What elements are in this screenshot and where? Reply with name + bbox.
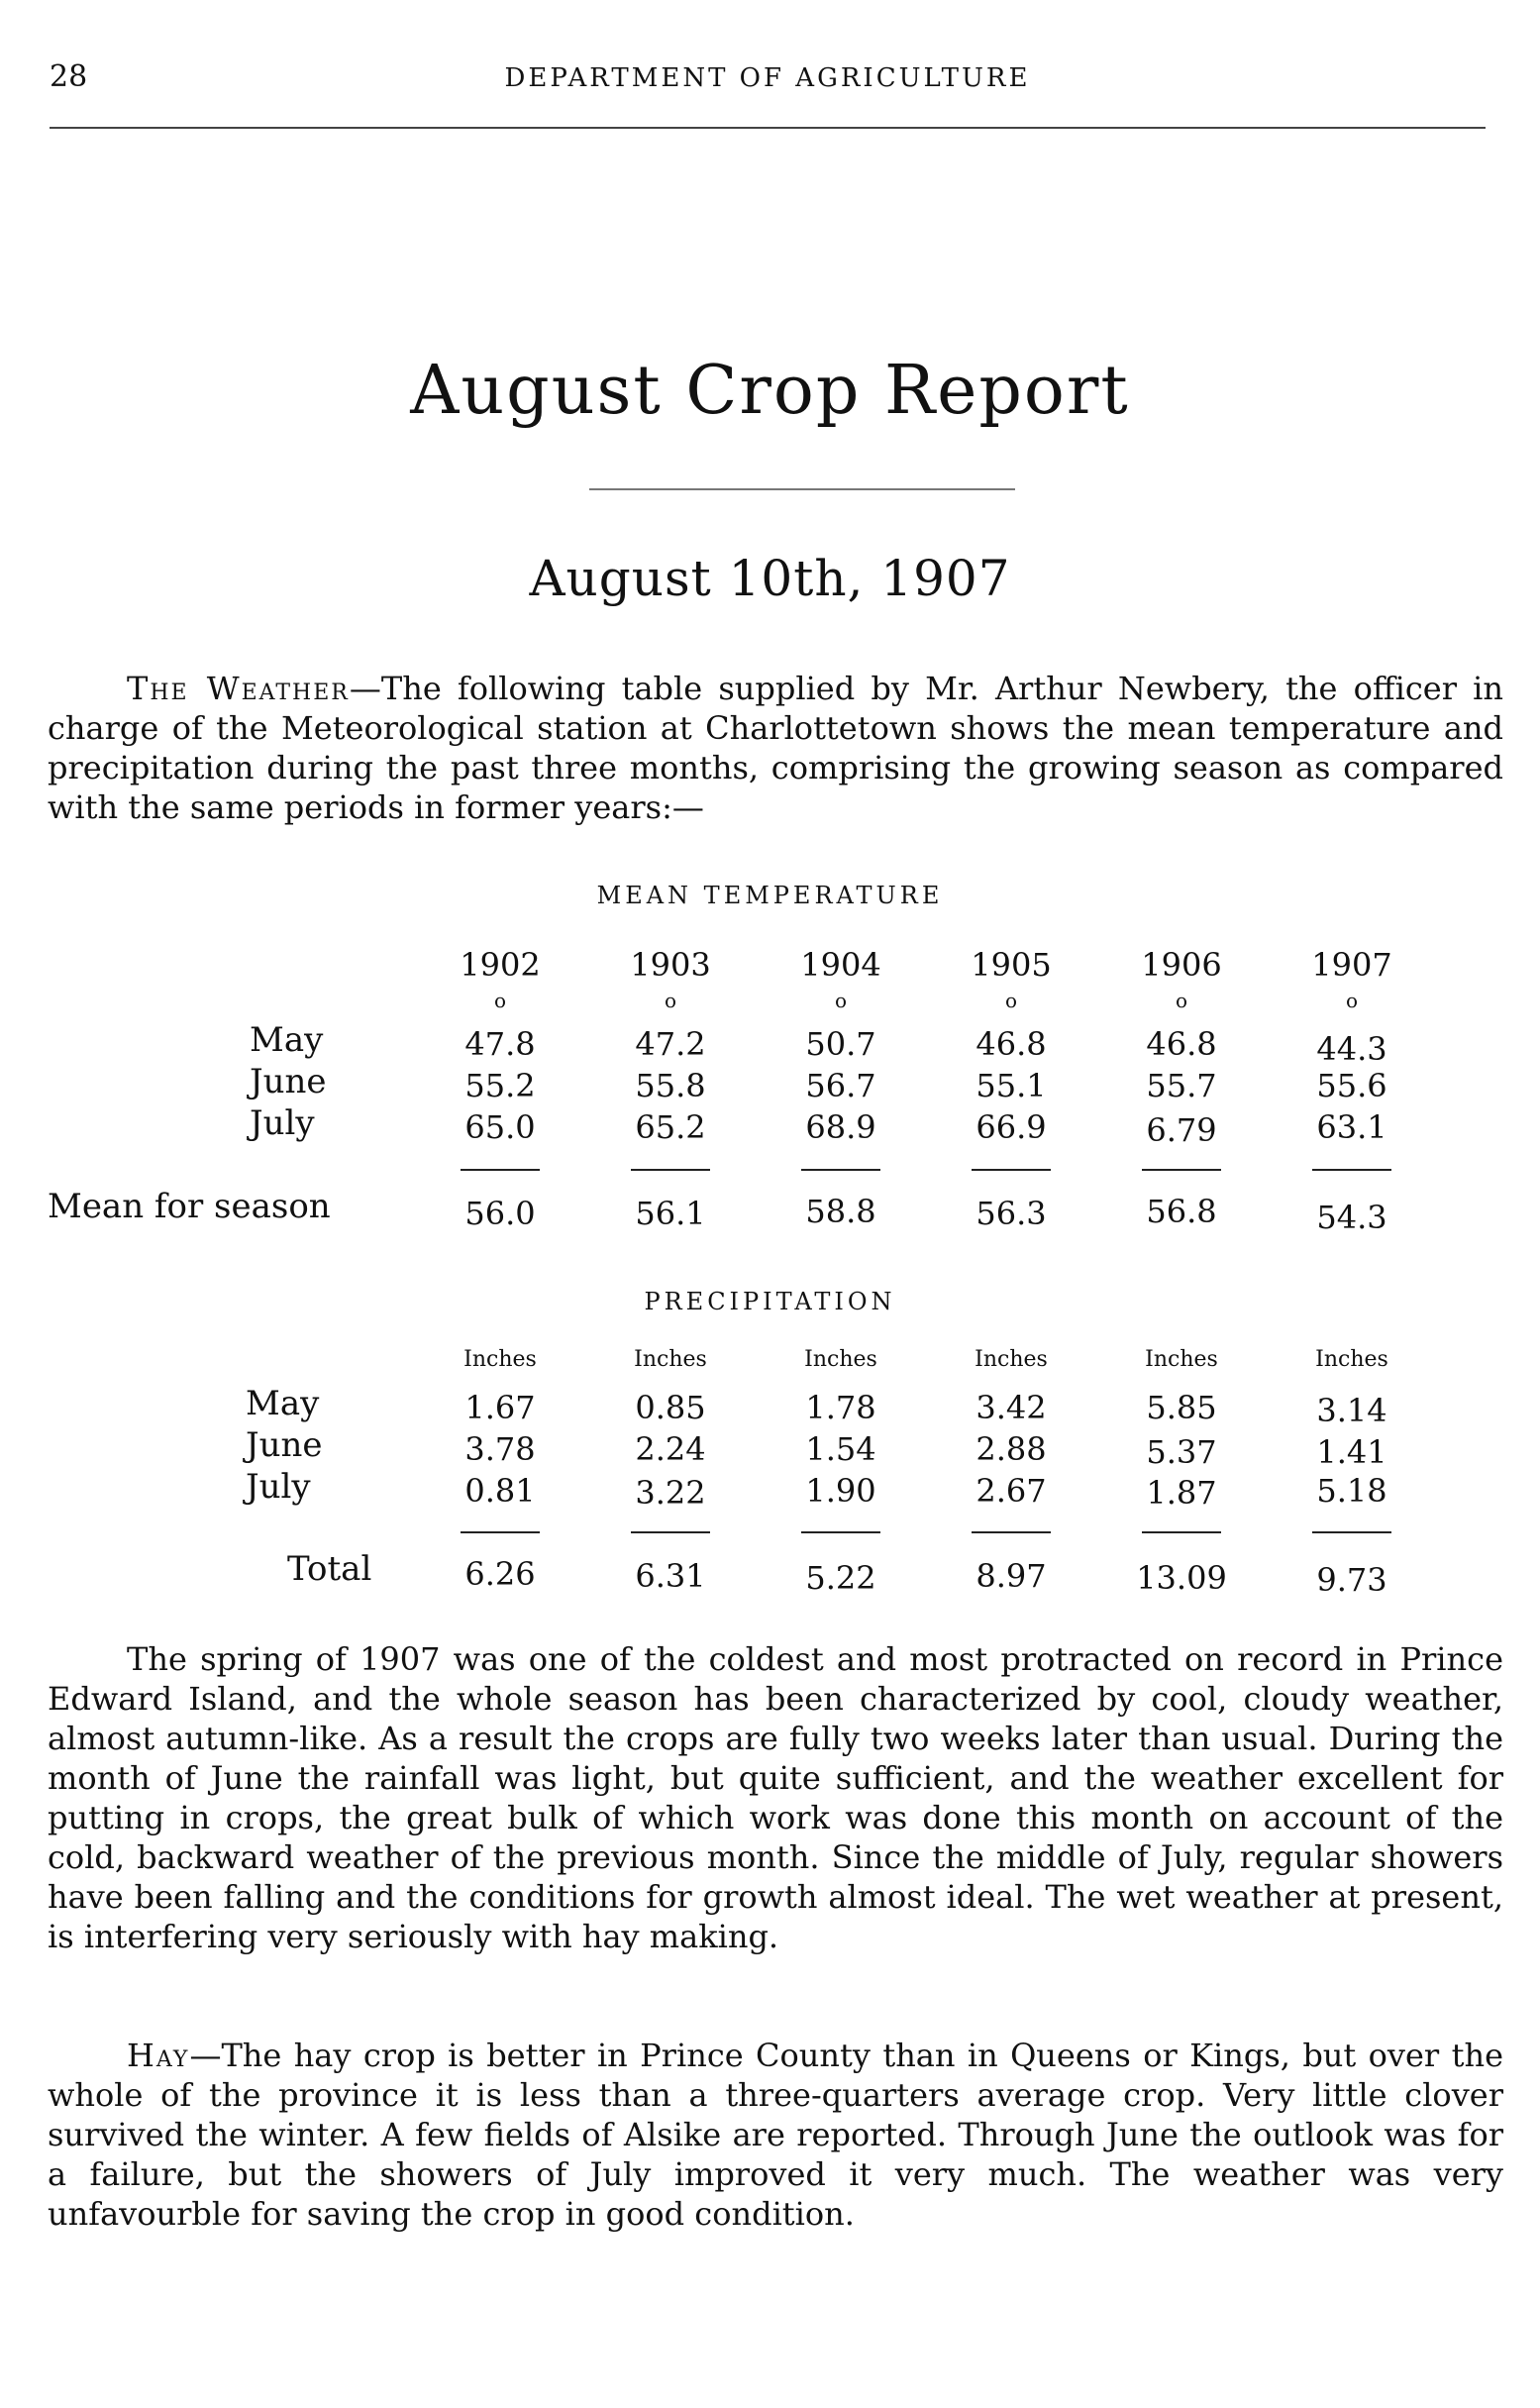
page-number: 28 bbox=[50, 59, 88, 94]
running-head: DEPARTMENT OF AGRICULTURE bbox=[504, 63, 1031, 93]
temp-total: 56.8 bbox=[1146, 1193, 1217, 1230]
temp-value: 66.9 bbox=[975, 1108, 1047, 1146]
intro-paragraph bbox=[48, 669, 1503, 827]
temp-value: 68.9 bbox=[805, 1108, 876, 1146]
precip-value: 1.87 bbox=[1146, 1474, 1217, 1512]
precip-row-label: May bbox=[246, 1384, 320, 1423]
degree-mark: o bbox=[493, 989, 507, 1012]
temp-value: 55.7 bbox=[1146, 1067, 1217, 1104]
precip-value: 1.67 bbox=[464, 1389, 536, 1426]
temp-year: 1907 bbox=[1311, 946, 1392, 984]
precip-total: 8.97 bbox=[975, 1557, 1047, 1595]
sum-rule bbox=[1142, 1169, 1221, 1171]
precip-value: 0.81 bbox=[464, 1472, 536, 1510]
temp-year: 1904 bbox=[800, 946, 881, 984]
hay-text: —The hay crop is better in Prince County than in Queens or Kings, but over the whole of the province it is less than a three-quarters average crop. Very little clover survived the winter. A few fields of Alsike are reported. Through June the outlook was for a failure, but the showers of July improved it very much. The weather was very unfavourble for saving the crop in good condition. bbox=[48, 2037, 1503, 2233]
precip-row-label: June bbox=[246, 1425, 323, 1465]
season-summary-paragraph bbox=[48, 1639, 1503, 1956]
precip-unit: Inches bbox=[463, 1347, 537, 1372]
temp-total: 56.1 bbox=[635, 1195, 706, 1232]
precip-value: 2.67 bbox=[975, 1472, 1047, 1510]
degree-mark: o bbox=[1345, 989, 1359, 1012]
temp-value: 6.79 bbox=[1146, 1111, 1217, 1149]
precip-row-label: July bbox=[246, 1467, 311, 1507]
report-date: August 10th, 1907 bbox=[529, 550, 1011, 607]
precip-value: 5.18 bbox=[1316, 1472, 1387, 1510]
precip-value: 5.85 bbox=[1146, 1389, 1217, 1426]
precip-value: 1.78 bbox=[805, 1389, 876, 1426]
temp-value: 50.7 bbox=[805, 1025, 876, 1063]
precip-total: 13.09 bbox=[1136, 1559, 1227, 1597]
header-rule bbox=[50, 127, 1486, 129]
precip-value: 3.22 bbox=[635, 1474, 706, 1512]
degree-mark: o bbox=[664, 989, 677, 1012]
temp-year: 1906 bbox=[1141, 946, 1222, 984]
temp-row-label: June bbox=[250, 1062, 327, 1101]
precip-value: 2.24 bbox=[635, 1430, 706, 1468]
precip-value: 2.88 bbox=[975, 1430, 1047, 1468]
temp-year: 1903 bbox=[630, 946, 711, 984]
precip-value: 1.41 bbox=[1316, 1433, 1387, 1471]
precip-unit: Inches bbox=[1145, 1347, 1218, 1372]
degree-mark: o bbox=[1004, 989, 1018, 1012]
temp-value: 55.1 bbox=[975, 1067, 1047, 1104]
temp-total: 56.3 bbox=[975, 1195, 1047, 1232]
precip-value: 5.37 bbox=[1146, 1433, 1217, 1471]
degree-mark: o bbox=[834, 989, 848, 1012]
precip-total: 6.26 bbox=[464, 1555, 536, 1593]
precip-total: 9.73 bbox=[1316, 1561, 1387, 1599]
temp-total: 58.8 bbox=[805, 1193, 876, 1230]
degree-mark: o bbox=[1175, 989, 1188, 1012]
temp-total: 54.3 bbox=[1316, 1199, 1387, 1236]
intro-lead: The Weather bbox=[127, 670, 350, 707]
temp-total-label: Mean for season bbox=[48, 1187, 331, 1226]
temp-value: 46.8 bbox=[975, 1025, 1047, 1063]
precip-unit: Inches bbox=[1315, 1347, 1388, 1372]
precip-value: 1.54 bbox=[805, 1430, 876, 1468]
precip-total-label: Total bbox=[287, 1549, 372, 1589]
precip-value: 3.14 bbox=[1316, 1392, 1387, 1429]
sum-rule bbox=[631, 1531, 710, 1533]
temp-value: 47.2 bbox=[635, 1025, 706, 1063]
precip-value: 1.90 bbox=[805, 1472, 876, 1510]
page-title: August Crop Report bbox=[410, 352, 1130, 430]
precip-value: 3.78 bbox=[464, 1430, 536, 1468]
temperature-table-title: MEAN TEMPERATURE bbox=[596, 882, 944, 909]
precip-unit: Inches bbox=[975, 1347, 1048, 1372]
sum-rule bbox=[1312, 1169, 1391, 1171]
hay-lead: Hay bbox=[127, 2037, 190, 2074]
sum-rule bbox=[461, 1531, 540, 1533]
sum-rule bbox=[461, 1169, 540, 1171]
temp-value: 55.2 bbox=[464, 1067, 536, 1104]
precip-total: 6.31 bbox=[635, 1557, 706, 1595]
precipitation-table-title: PRECIPITATION bbox=[644, 1288, 896, 1315]
title-divider bbox=[589, 488, 1015, 490]
temp-value: 65.0 bbox=[464, 1108, 536, 1146]
temp-value: 56.7 bbox=[805, 1067, 876, 1104]
sum-rule bbox=[801, 1531, 880, 1533]
temp-row-label: May bbox=[250, 1020, 324, 1060]
page-header bbox=[50, 59, 1486, 109]
temp-row-label: July bbox=[250, 1103, 315, 1143]
temp-year: 1902 bbox=[460, 946, 541, 984]
precip-unit: Inches bbox=[634, 1347, 707, 1372]
temp-value: 65.2 bbox=[635, 1108, 706, 1146]
temp-value: 63.1 bbox=[1316, 1108, 1387, 1146]
sum-rule bbox=[972, 1169, 1051, 1171]
precip-total: 5.22 bbox=[805, 1559, 876, 1597]
temp-value: 44.3 bbox=[1316, 1030, 1387, 1068]
sum-rule bbox=[631, 1169, 710, 1171]
precip-unit: Inches bbox=[804, 1347, 877, 1372]
temp-value: 55.8 bbox=[635, 1067, 706, 1104]
temp-value: 46.8 bbox=[1146, 1025, 1217, 1063]
intro-text: —The following table supplied by Mr. Arthur Newbery, the officer in charge of the Meteorological station at Charlottetown shows the mean temperature and precipitation during the past three months, comprising the growing season as compared with the same periods in former years:— bbox=[48, 670, 1503, 826]
temp-total: 56.0 bbox=[464, 1195, 536, 1232]
sum-rule bbox=[972, 1531, 1051, 1533]
sum-rule bbox=[1312, 1531, 1391, 1533]
season-summary-text: The spring of 1907 was one of the coldest and most protracted on record in Prince Edward Island, and the whole season has been characterized by cool, cloudy weather, almost autumn-like. As a result the crops are fully two weeks later than usual. During the month of June the rainfall was light, but quite sufficient, and the weather excellent for putting in crops, the great bulk of which work was done this month on account of the cold, backward weather of the previous month. Since the middle of July, regular showers have been falling and the conditions for growth almost ideal. The wet weather at present, is interfering very seriously with hay making. bbox=[48, 1640, 1503, 1955]
sum-rule bbox=[801, 1169, 880, 1171]
temp-year: 1905 bbox=[971, 946, 1052, 984]
temp-value: 55.6 bbox=[1316, 1067, 1387, 1104]
temp-value: 47.8 bbox=[464, 1025, 536, 1063]
sum-rule bbox=[1142, 1531, 1221, 1533]
precip-value: 3.42 bbox=[975, 1389, 1047, 1426]
precip-value: 0.85 bbox=[635, 1389, 706, 1426]
hay-paragraph bbox=[48, 2036, 1503, 2234]
